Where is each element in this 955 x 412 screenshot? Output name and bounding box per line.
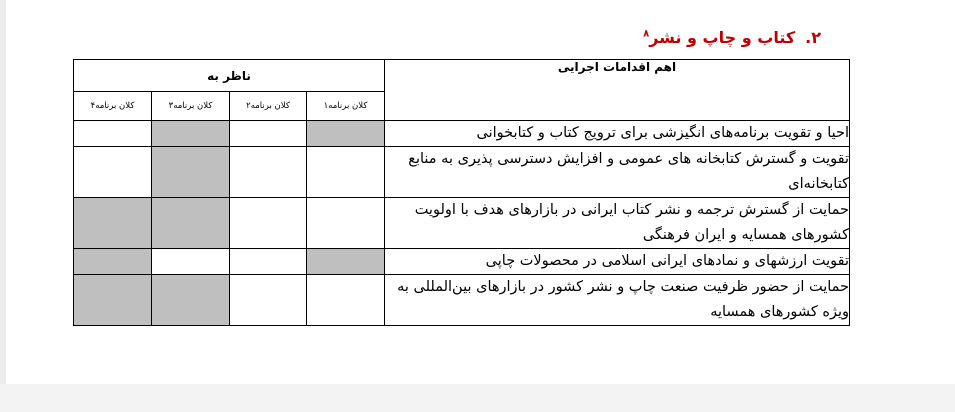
mark-cell: [152, 275, 230, 326]
page-edge-strip: [0, 0, 6, 384]
mark-cell: [152, 198, 230, 249]
mark-cell: [307, 198, 385, 249]
action-cell: تقویت ارزشهای و نمادهای ایرانی اسلامی در محصولات چاپی: [385, 249, 850, 275]
footnote-marker: ۸: [643, 28, 650, 40]
mark-cell: [152, 249, 230, 275]
header-program-2: کلان برنامه۲: [230, 92, 307, 121]
mark-cell: [230, 147, 307, 198]
section-title: کتاب و چاپ و نشر: [649, 28, 796, 47]
mark-cell: [307, 147, 385, 198]
table-row: [74, 275, 850, 326]
action-cell: احیا و تقویت برنامه‌های انگیزشی برای ترویج کتاب و کتابخوانی: [385, 121, 850, 147]
action-cell: حمایت از حضور ظرفیت صنعت چاپ و نشر کشور در بازارهای بین‌المللی به ویژه کشورهای همسایه: [385, 275, 850, 326]
section-heading: [643, 28, 821, 47]
mark-cell: [230, 249, 307, 275]
actions-table: [73, 59, 850, 326]
action-cell: حمایت از گسترش ترجمه و نشر کتاب ایرانی در بازارهای هدف با اولویت کشورهای همسایه و ایران فرهنگی: [385, 198, 850, 249]
mark-cell: [152, 147, 230, 198]
mark-cell: [152, 121, 230, 147]
mark-cell: [74, 275, 152, 326]
header-program-4: کلان برنامه۴: [74, 92, 152, 121]
mark-cell: [74, 121, 152, 147]
mark-cell: [230, 198, 307, 249]
mark-cell: [307, 121, 385, 147]
table-row: [74, 198, 850, 249]
mark-cell: [230, 121, 307, 147]
page-bottom-band: [0, 384, 955, 412]
mark-cell: [74, 198, 152, 249]
table-row: [74, 121, 850, 147]
header-observer: ناظر به: [74, 60, 385, 92]
table-row: [74, 249, 850, 275]
mark-cell: [307, 275, 385, 326]
mark-cell: [230, 275, 307, 326]
mark-cell: [74, 147, 152, 198]
section-number: ۲.: [805, 28, 821, 47]
table-row: [74, 147, 850, 198]
mark-cell: [74, 249, 152, 275]
header-program-1: کلان برنامه۱: [307, 92, 385, 121]
mark-cell: [307, 249, 385, 275]
header-program-3: کلان برنامه۳: [152, 92, 230, 121]
action-cell: تقویت و گسترش کتابخانه های عمومی و افزایش دسترسی پذیری به منابع کتابخانه‌ای: [385, 147, 850, 198]
header-actions: اهم اقدامات اجرایی: [385, 60, 850, 121]
